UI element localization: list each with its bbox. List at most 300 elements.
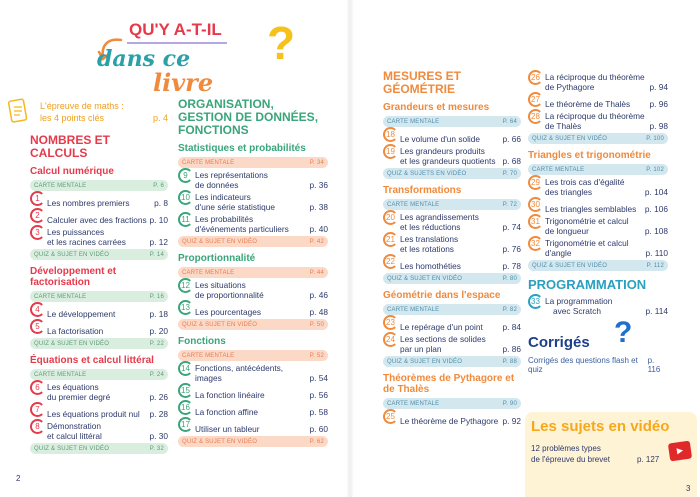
lesson-title xyxy=(47,215,148,225)
section-heading: Statistiques et probabilités xyxy=(178,143,306,154)
lesson-page: p. 92 xyxy=(502,416,521,426)
toc-section xyxy=(383,102,521,179)
lesson-number-badge: 5 xyxy=(30,319,45,334)
lesson-item[interactable] xyxy=(178,192,328,212)
intro-line1: L'épreuve de maths : xyxy=(40,101,124,111)
lesson-title-line: des triangles xyxy=(545,187,593,197)
sujets-title: Les sujets en vidéo xyxy=(531,418,670,435)
lesson-item[interactable] xyxy=(178,402,328,417)
toc-section xyxy=(178,336,328,447)
lesson-title-line: Les sections de solides xyxy=(400,334,486,344)
quiz-video-link[interactable] xyxy=(383,168,521,179)
video-clapper-icon: ▶ xyxy=(668,441,692,462)
lesson-number-badge: 6 xyxy=(30,380,45,395)
lesson-item[interactable] xyxy=(528,199,668,214)
intro-line2: les 4 points clés xyxy=(40,113,105,123)
lesson-page: p. 78 xyxy=(502,261,521,271)
lesson-number-badge: 25 xyxy=(383,409,398,424)
lesson-title-line: Trigonométrie et calcul d'angle xyxy=(545,238,629,258)
lesson-title-line: Les probabilités xyxy=(195,214,254,224)
lesson-number-badge: 33 xyxy=(528,294,543,309)
lesson-title xyxy=(195,307,308,317)
page-gutter xyxy=(346,0,354,497)
lesson-item[interactable] xyxy=(30,321,168,336)
intro-page: p. 4 xyxy=(152,113,168,123)
document-icon xyxy=(8,98,28,124)
section-heading: Développement et factorisation xyxy=(30,266,117,288)
lesson-page: p. 38 xyxy=(309,202,328,212)
lesson-title xyxy=(400,322,501,332)
lesson-number-badge: 13 xyxy=(178,300,193,315)
band-page: P. 90 xyxy=(502,400,517,407)
programmation-title: PROGRAMMATION xyxy=(528,277,647,292)
lesson-title-line: Les nombres premiers xyxy=(47,198,130,208)
lesson-page: p. 46 xyxy=(309,290,328,300)
quiz-video-link[interactable] xyxy=(528,133,668,144)
lesson-title-line: Les puissances xyxy=(47,227,105,237)
band-page: P. 80 xyxy=(502,275,517,282)
lesson-item[interactable] xyxy=(528,94,668,109)
lesson-title-line: Les agrandissements xyxy=(400,212,479,222)
sujets-video-block[interactable] xyxy=(525,412,697,497)
lesson-page: p. 60 xyxy=(309,424,328,434)
carte-mentale-link[interactable] xyxy=(383,398,521,409)
band-page: P. 24 xyxy=(149,371,164,378)
lesson-title-line: Utiliser un tableur xyxy=(195,424,260,434)
lesson-title xyxy=(400,134,501,144)
lesson-title xyxy=(545,216,643,236)
lesson-title xyxy=(195,390,308,400)
question-mark-icon: ? xyxy=(267,17,296,69)
lesson-title-line: Les grandeurs produits xyxy=(400,146,485,156)
lesson-number-badge: 15 xyxy=(178,383,193,398)
band-label: CARTE MENTALE xyxy=(387,306,440,313)
lesson-item[interactable] xyxy=(178,280,328,300)
lesson-title xyxy=(545,204,643,214)
carte-mentale-link[interactable] xyxy=(383,116,521,127)
lesson-title-line: de Pythagore xyxy=(545,82,595,92)
lesson-page: p. 94 xyxy=(649,82,668,92)
column-title: MESURES ET GÉOMÉTRIE xyxy=(383,69,462,96)
lesson-title xyxy=(400,146,501,166)
lesson-item[interactable] xyxy=(30,227,168,247)
lesson-page: p. 54 xyxy=(309,373,328,383)
band-label: QUIZ & SUJET EN VIDÉO xyxy=(532,135,608,142)
sujets-line1: 12 problèmes types xyxy=(531,444,601,453)
title-line3: livre xyxy=(153,68,214,97)
lesson-title-line: Fonctions, antécédents, xyxy=(195,363,284,373)
band-label: CARTE MENTALE xyxy=(387,118,440,125)
column-title: NOMBRES ET CALCULS xyxy=(30,133,111,160)
section-heading: Calcul numérique xyxy=(30,166,114,177)
band-page: P. 32 xyxy=(149,445,164,452)
lesson-title xyxy=(47,382,148,402)
lesson-page: p. 106 xyxy=(644,204,668,214)
lesson-page: p. 30 xyxy=(149,431,168,441)
lesson-title-line: par un plan xyxy=(400,344,442,354)
quiz-video-link[interactable] xyxy=(178,319,328,330)
lesson-item[interactable] xyxy=(383,234,521,254)
quiz-video-link[interactable] xyxy=(178,236,328,247)
lesson-item[interactable] xyxy=(528,72,668,92)
toc-section xyxy=(383,290,521,367)
band-label: CARTE MENTALE xyxy=(387,400,440,407)
toc-section xyxy=(528,72,668,144)
section-heading: Triangles et trigonométrie xyxy=(528,150,651,161)
lesson-item[interactable] xyxy=(30,193,168,208)
lesson-title-line: La réciproque du théorème xyxy=(545,72,645,82)
lesson-item[interactable] xyxy=(178,302,328,317)
lesson-item[interactable] xyxy=(383,317,521,332)
lesson-number-badge: 30 xyxy=(528,197,543,212)
carte-mentale-link[interactable] xyxy=(383,304,521,315)
band-page: P. 88 xyxy=(502,358,517,365)
lesson-item[interactable] xyxy=(30,210,168,225)
band-label: QUIZ & SUJET EN VIDÉO xyxy=(182,238,258,245)
column-mesures-suite xyxy=(528,70,668,374)
lesson-title xyxy=(195,363,308,383)
lesson-page: p. 8 xyxy=(154,198,168,208)
lesson-title-line: de données xyxy=(195,180,239,190)
band-label: QUIZ & SUJET EN VIDÉO xyxy=(387,275,463,282)
carte-mentale-link[interactable] xyxy=(30,291,168,302)
quiz-video-link[interactable] xyxy=(383,356,521,367)
sujets-line2: de l'épreuve du brevet xyxy=(531,455,610,464)
lesson-page: p. 10 xyxy=(149,215,168,225)
lesson-title xyxy=(47,198,152,208)
lesson-title-line: et les racines carrées xyxy=(47,237,126,247)
lesson-item[interactable] xyxy=(528,111,668,131)
band-label: CARTE MENTALE xyxy=(182,269,235,276)
lesson-number-badge: 11 xyxy=(178,212,193,227)
band-label: QUIZ & SUJET EN VIDÉO xyxy=(34,340,110,347)
lesson-number-badge: 19 xyxy=(383,144,398,159)
lesson-title-line: Démonstration xyxy=(47,421,101,431)
toc-section xyxy=(30,266,168,349)
title-line2: dans ce xyxy=(97,46,191,72)
band-page: P. 16 xyxy=(149,293,164,300)
column-tail xyxy=(528,277,668,374)
toc-section xyxy=(30,355,168,454)
lesson-number-badge: 21 xyxy=(383,232,398,247)
lesson-page: p. 96 xyxy=(649,99,668,109)
band-page: P. 14 xyxy=(149,251,164,258)
column-mesures xyxy=(383,70,521,429)
column-title: ORGANISATION, GESTION DE DONNÉES, FONCTIONS xyxy=(178,97,319,137)
sujets-page: p. 127 xyxy=(637,455,660,464)
carte-mentale-link[interactable] xyxy=(528,164,668,175)
lesson-item[interactable] xyxy=(30,304,168,319)
lesson-number-badge: 29 xyxy=(528,175,543,190)
band-label: CARTE MENTALE xyxy=(34,293,87,300)
lesson-title-line: La réciproque du théorème xyxy=(545,111,645,121)
lesson-title xyxy=(545,72,648,92)
quiz-video-link[interactable] xyxy=(30,249,168,260)
lesson-item[interactable] xyxy=(178,419,328,434)
lesson-title-line: La fonction affine xyxy=(195,407,259,417)
band-page: P. 112 xyxy=(646,262,664,269)
lesson-item[interactable] xyxy=(30,382,168,402)
page-number-left: 2 xyxy=(16,474,21,483)
carte-mentale-link[interactable] xyxy=(383,199,521,210)
lesson-title-line: Le volume d'un solide xyxy=(400,134,480,144)
band-label: QUIZ & SUJET EN VIDÉO xyxy=(532,262,608,269)
toc-section xyxy=(383,185,521,284)
lesson-page: p. 58 xyxy=(309,407,328,417)
band-page: P. 42 xyxy=(309,238,324,245)
band-label: QUIZ & SUJET EN VIDÉO xyxy=(387,358,463,365)
quiz-video-link[interactable] xyxy=(528,260,668,271)
lesson-item[interactable] xyxy=(30,421,168,441)
corriges-block[interactable] xyxy=(528,316,668,374)
lesson-item[interactable] xyxy=(528,238,668,258)
programmation-line1: La programmation xyxy=(545,296,613,306)
lesson-title-line: Le théorème de Thalès xyxy=(545,99,631,109)
lesson-title-line: du premier degré xyxy=(47,392,111,402)
band-label: QUIZ & SUJET EN VIDÉO xyxy=(34,445,110,452)
lesson-page: p. 98 xyxy=(649,121,668,131)
band-page: P. 62 xyxy=(309,438,324,445)
lesson-page: p. 76 xyxy=(502,244,521,254)
lesson-title-line: Les pourcentages xyxy=(195,307,261,317)
band-label: QUIZ & SUJETS EN VIDÉO xyxy=(387,170,467,177)
lesson-number-badge: 2 xyxy=(30,208,45,223)
band-label: CARTE MENTALE xyxy=(34,371,87,378)
band-label: CARTE MENTALE xyxy=(182,159,235,166)
lesson-number-badge: 16 xyxy=(178,400,193,415)
lesson-title xyxy=(400,261,501,271)
lesson-title-line: Les indicateurs xyxy=(195,192,251,202)
lesson-number-badge: 1 xyxy=(30,191,45,206)
lesson-item[interactable] xyxy=(178,363,328,383)
lesson-title-line: Calculer avec des fractions xyxy=(47,215,147,225)
band-page: P. 52 xyxy=(309,352,324,359)
band-label: QUIZ & SUJET EN VIDÉO xyxy=(34,251,110,258)
lesson-title xyxy=(195,280,308,300)
band-label: QUIZ & SUJET EN VIDÉO xyxy=(182,321,258,328)
lesson-title-line: de longueur xyxy=(545,226,589,236)
lesson-title-line: Les homothéties xyxy=(400,261,461,271)
lesson-title-line: et les grandeurs quotients xyxy=(400,156,496,166)
lesson-title xyxy=(400,212,501,232)
lesson-title xyxy=(545,99,648,109)
lesson-page: p. 74 xyxy=(502,222,521,232)
lesson-title xyxy=(47,326,148,336)
lesson-title-line: Le théorème de Pythagore xyxy=(400,416,499,426)
band-page: P. 72 xyxy=(502,201,517,208)
section-heading: Géométrie dans l'espace xyxy=(383,290,501,301)
lesson-number-badge: 9 xyxy=(178,168,193,183)
lesson-title xyxy=(47,227,148,247)
lesson-title-line: Les représentations xyxy=(195,170,268,180)
lesson-number-badge: 17 xyxy=(178,417,193,432)
lesson-item[interactable] xyxy=(383,411,521,426)
lesson-page: p. 12 xyxy=(149,237,168,247)
lesson-item[interactable] xyxy=(528,177,668,197)
lesson-title-line: La fonction linéaire xyxy=(195,390,265,400)
band-label: CARTE MENTALE xyxy=(34,182,87,189)
lesson-item[interactable] xyxy=(30,404,168,419)
lesson-title xyxy=(195,170,308,190)
lesson-title-line: Les triangles semblables xyxy=(545,204,637,214)
toc-section xyxy=(383,373,521,426)
lesson-title xyxy=(400,334,501,354)
carte-mentale-link[interactable] xyxy=(178,350,328,361)
lesson-title-line: Les équations produit nul xyxy=(47,409,140,419)
lesson-number-badge: 4 xyxy=(30,302,45,317)
lesson-title-line: et les réductions xyxy=(400,222,461,232)
lesson-number-badge: 12 xyxy=(178,278,193,293)
corriges-page: p. 116 xyxy=(647,356,661,374)
carte-mentale-link[interactable] xyxy=(30,369,168,380)
lesson-title xyxy=(195,424,308,434)
lesson-page: p. 66 xyxy=(502,134,521,144)
lesson-item[interactable] xyxy=(383,129,521,144)
lesson-page: p. 26 xyxy=(149,392,168,402)
lesson-title xyxy=(400,234,501,254)
lesson-title-line: Les trois cas d'égalité xyxy=(545,177,625,187)
section-heading: Fonctions xyxy=(178,336,226,347)
section-heading: Transformations xyxy=(383,185,462,196)
quiz-video-link[interactable] xyxy=(30,338,168,349)
lesson-title xyxy=(195,192,308,212)
lesson-item[interactable] xyxy=(383,212,521,232)
lesson-number-badge: 23 xyxy=(383,315,398,330)
band-page: P. 100 xyxy=(646,135,664,142)
lesson-title-line: et les rotations xyxy=(400,244,454,254)
lesson-page: p. 68 xyxy=(502,156,521,166)
lesson-item[interactable] xyxy=(178,385,328,400)
lesson-number-badge: 20 xyxy=(383,210,398,225)
lesson-item[interactable] xyxy=(178,170,328,190)
lesson-title xyxy=(545,111,648,131)
lesson-title-line: Les équations xyxy=(47,382,99,392)
section-heading: Grandeurs et mesures xyxy=(383,102,490,113)
toc-section xyxy=(178,143,328,247)
question-bubble-icon: ? xyxy=(614,316,633,349)
lesson-title-line: Trigonométrie et calcul xyxy=(545,216,629,226)
band-page: P. 34 xyxy=(309,159,324,166)
lesson-page: p. 86 xyxy=(502,344,521,354)
lesson-number-badge: 28 xyxy=(528,109,543,124)
band-page: P. 6 xyxy=(153,182,164,189)
lesson-item[interactable] xyxy=(383,334,521,354)
band-page: P. 70 xyxy=(502,170,517,177)
corriges-title: Corrigés xyxy=(528,334,590,351)
lesson-item[interactable] xyxy=(178,214,328,234)
lesson-title xyxy=(47,309,148,319)
toc-section xyxy=(30,166,168,260)
carte-mentale-link[interactable] xyxy=(178,157,328,168)
lesson-item[interactable] xyxy=(528,216,668,236)
lesson-number-badge: 7 xyxy=(30,402,45,417)
lesson-number-badge: 26 xyxy=(528,70,543,85)
lesson-page: p. 108 xyxy=(644,226,668,236)
section-heading: Théorèmes de Pythagore et de Thalès xyxy=(383,373,515,395)
section-heading: Équations et calcul littéral xyxy=(30,355,154,366)
page-number-right: 3 xyxy=(686,484,691,493)
band-label: CARTE MENTALE xyxy=(182,352,235,359)
header-title xyxy=(95,17,296,100)
lesson-title xyxy=(47,421,148,441)
lesson-number-badge: 18 xyxy=(383,127,398,142)
carte-mentale-link[interactable] xyxy=(30,180,168,191)
band-page: P. 44 xyxy=(309,269,324,276)
band-page: P. 102 xyxy=(646,166,664,173)
corriges-text: Corrigés des questions flash et quiz xyxy=(528,356,638,374)
lesson-page: p. 20 xyxy=(149,326,168,336)
band-page: P. 64 xyxy=(502,118,517,125)
lesson-page: p. 40 xyxy=(309,224,328,234)
programmation-line2: avec Scratch xyxy=(553,306,601,316)
lesson-number-badge: 8 xyxy=(30,419,45,434)
lesson-title xyxy=(47,409,148,419)
intro-block[interactable] xyxy=(8,98,168,128)
title-line1: QU'Y A-T-IL xyxy=(129,20,222,39)
title-underline xyxy=(127,42,227,44)
toc-section xyxy=(528,150,668,271)
lesson-title xyxy=(195,214,308,234)
lesson-page: p. 36 xyxy=(309,180,328,190)
quiz-video-link[interactable] xyxy=(383,273,521,284)
programmation-block[interactable] xyxy=(528,277,668,316)
lesson-number-badge: 32 xyxy=(528,236,543,251)
lesson-item[interactable] xyxy=(383,256,521,271)
lesson-title-line: de Thalès xyxy=(545,121,582,131)
column-organisation xyxy=(178,98,328,450)
band-label: CARTE MENTALE xyxy=(532,166,585,173)
lesson-page: p. 28 xyxy=(149,409,168,419)
band-label: QUIZ & SUJET EN VIDÉO xyxy=(182,438,258,445)
lesson-page: p. 18 xyxy=(149,309,168,319)
carte-mentale-link[interactable] xyxy=(178,267,328,278)
lesson-page: p. 48 xyxy=(309,307,328,317)
section-heading: Proportionnalité xyxy=(178,253,256,264)
lesson-number-badge: 24 xyxy=(383,332,398,347)
lesson-title-line: Les situations xyxy=(195,280,246,290)
quiz-video-link[interactable] xyxy=(178,436,328,447)
lesson-title xyxy=(545,177,643,197)
lesson-title-line: Le développement xyxy=(47,309,116,319)
lesson-title-line: d'événements particuliers xyxy=(195,224,289,234)
lesson-page: p. 104 xyxy=(644,187,668,197)
lesson-number-badge: 3 xyxy=(30,225,45,240)
column-nombres xyxy=(30,134,168,457)
lesson-title-line: et calcul littéral xyxy=(47,431,102,441)
lesson-title xyxy=(400,416,501,426)
lesson-page: p. 110 xyxy=(645,248,668,258)
quiz-video-link[interactable] xyxy=(30,443,168,454)
band-page: P. 82 xyxy=(502,306,517,313)
lesson-title-line: Le repérage d'un point xyxy=(400,322,483,332)
lesson-number-badge: 10 xyxy=(178,190,193,205)
band-page: P. 50 xyxy=(309,321,324,328)
lesson-number-badge: 27 xyxy=(528,92,543,107)
band-page: P. 22 xyxy=(149,340,164,347)
lesson-title-line: d'une série statistique xyxy=(195,202,275,212)
band-label: CARTE MENTALE xyxy=(387,201,440,208)
lesson-number-badge: 14 xyxy=(178,361,193,376)
programmation-page: p. 114 xyxy=(645,306,668,316)
lesson-title-line: Les translations xyxy=(400,234,459,244)
lesson-title-line: La factorisation xyxy=(47,326,104,336)
lesson-title-line: de proportionnalité xyxy=(195,290,264,300)
lesson-title-line: images xyxy=(195,373,222,383)
lesson-title xyxy=(195,407,308,417)
toc-section xyxy=(178,253,328,330)
lesson-page: p. 84 xyxy=(502,322,521,332)
lesson-item[interactable] xyxy=(383,146,521,166)
